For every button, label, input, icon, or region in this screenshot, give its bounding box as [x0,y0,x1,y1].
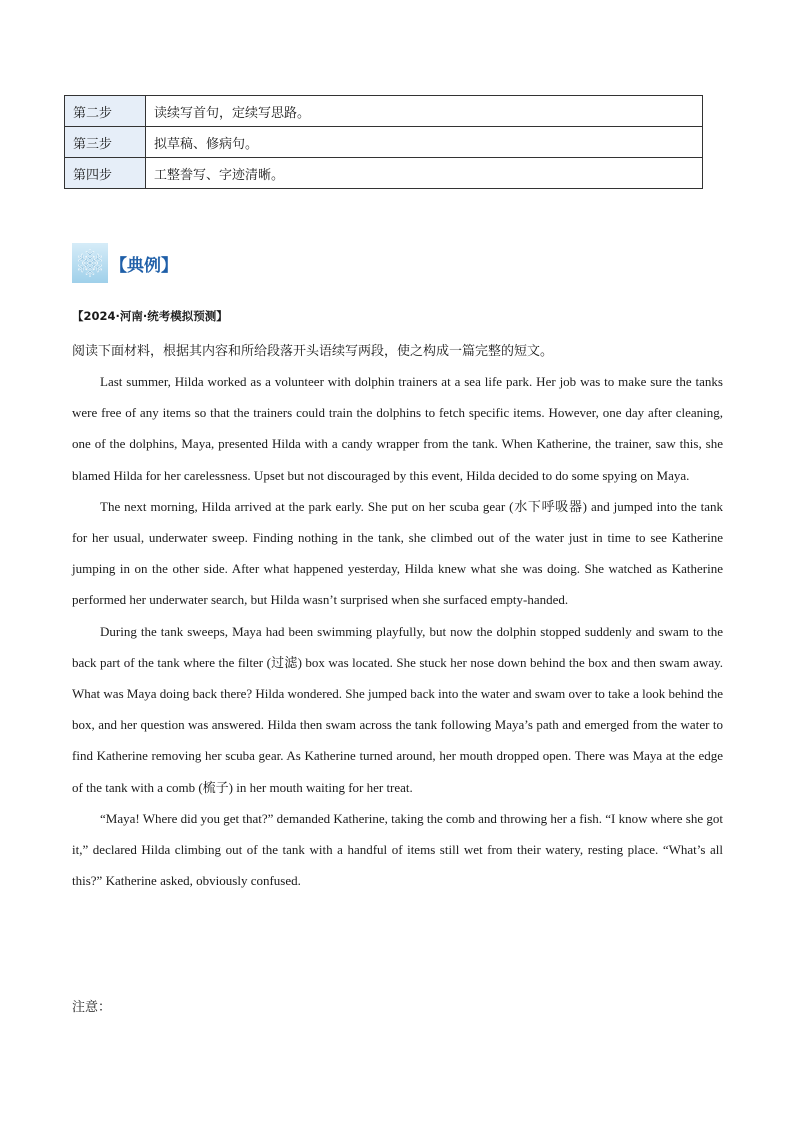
reading-passage [72,366,723,896]
instruction-text: 阅读下面材料，根据其内容和所给段落开头语续写两段，使之构成一篇完整的短文。 [72,344,554,359]
step-text: 拟草稿、修病句。 [146,127,703,158]
snowflake-icon [72,243,108,283]
steps-table [64,95,703,189]
passage-paragraph: During the tank sweeps, Maya had been swimming playfully, but now the dolphin stopped suddenly and swam to the back part of the tank where the filter (过滤) box was located. She stuck her nose down behind the box and then swam away. What was Maya doing back there? Hilda wondered. She jumped back into the water and swam over to take a look behind the box, and her question was answered. Hilda then swam across the tank following Maya’s path and emerged from the water to find Katherine removing her scuba gear. As Katherine turned around, her mouth dropped open. There was Maya at the edge of the tank with a comb (梳子) in her mouth waiting for her treat. [72,623,723,795]
step-row [65,158,703,189]
passage-paragraph: Last summer, Hilda worked as a volunteer with dolphin trainers at a sea life park. Her job was to make sure the tanks were free of any items so that the trainers could train the dolphins to fetch specific items. However, one day after cleaning, one of the dolphins, Maya, presented Hilda with a candy wrapper from the tank. When Katherine, the trainer, saw this, she blamed Hilda for her carelessness. Upset but not discouraged by this event, Hilda decided to do some spying on Maya. [72,374,723,483]
passage-paragraph: The next morning, Hilda arrived at the park early. She put on her scuba gear (水下呼吸器) and jumped into the tank for her usual, underwater sweep. Finding nothing in the tank, she climbed out of the water just in time to see Katherine jumping in on the other side. After what happened yesterday, Hilda knew what she was doing. She watched as Katherine performed her underwater search, but Hilda wasn’t surprised when she surfaced empty-handed. [72,498,723,608]
step-row [65,96,703,127]
step-text: 工整誊写、字迹清晰。 [146,158,703,189]
step-label: 第二步 [65,96,146,127]
step-label: 第三步 [65,127,146,158]
step-row [65,127,703,158]
passage-paragraph: “Maya! Where did you get that?” demanded Katherine, taking the comb and throwing her a fish. “I know where she got it,” declared Hilda climbing out of the tank with a handful of items still wet from their watery, resting place. “What’s all this?” Katherine asked, obviously confused. [72,810,723,889]
step-text: 读续写首句，定续写思路。 [146,96,703,127]
step-label: 第四步 [65,158,146,189]
section-heading [72,242,178,284]
section-title: 【典例】 [110,255,178,276]
note-label: 注意： [72,1000,112,1015]
question-source: 【2024·河南·统考模拟预测】 [72,309,228,323]
